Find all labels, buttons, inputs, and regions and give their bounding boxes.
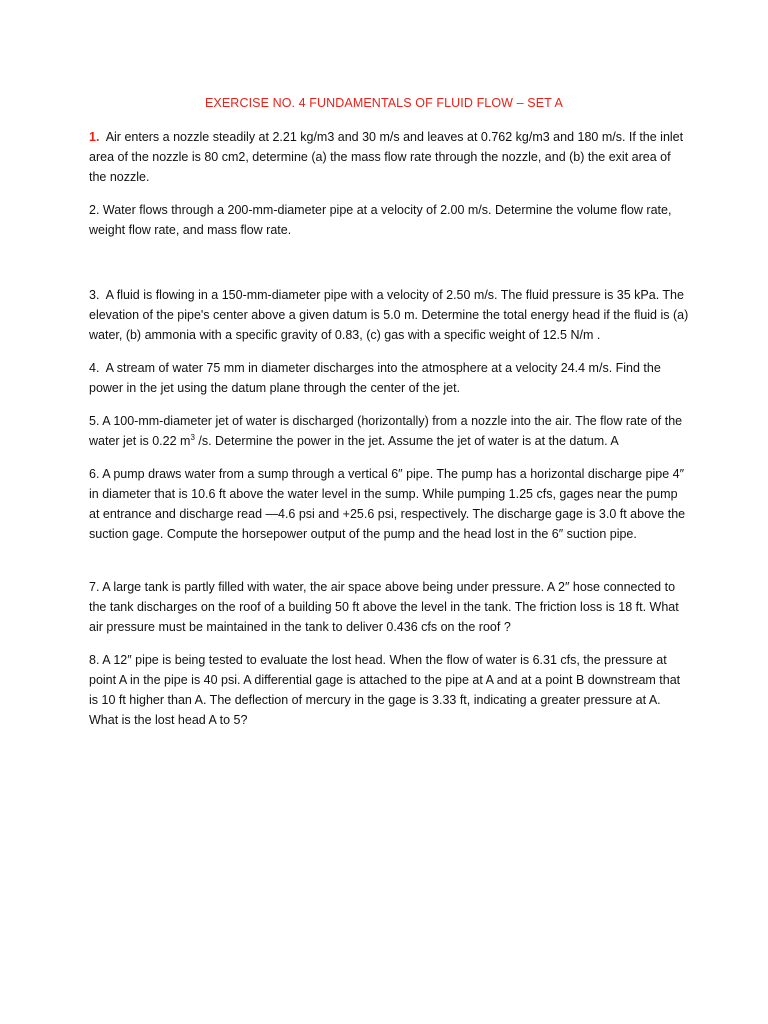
- problem-2: 2. Water flows through a 200-mm-diameter pipe at a velocity of 2.00 m/s. Determine the volume flow rate, weight flow rate, and mass flow rate.: [89, 203, 672, 237]
- problem-5-text-start: 5. A 100-mm-diameter jet of water is discharged (horizontally) from a nozzle into the air. The flow rate of the water jet is 0.22 m: [89, 414, 683, 448]
- problem-3: 3. A fluid is flowing in a 150-mm-diameter pipe with a velocity of 2.50 m/s. The fluid pressure is 35 kPa. The elevation of the pipe's center above a given datum is 5.0 m. Determine the total energy head if the fluid is (a) water, (b) ammonia with a specific gravity of 0.83, (c) gas with a specific weight of 12.5 N/m .: [89, 288, 689, 342]
- problem-7: 7. A large tank is partly filled with water, the air space above being under pressure. A 2″ hose connected to the tank discharges on the roof of a building 50 ft above the level in the tank. The friction loss is 18 ft. What air pressure must be maintained in the tank to deliver 0.436 cfs on the roof ?: [89, 580, 679, 634]
- problem-4: 4. A stream of water 75 mm in diameter discharges into the atmosphere at a velocity 24.4 m/s. Find the power in the jet using the datum plane through the center of the jet.: [89, 361, 661, 395]
- problem-5: [89, 411, 689, 451]
- problem-1-text: Air enters a nozzle steadily at 2.21 kg/m3 and 30 m/s and leaves at 0.762 kg/m3 and 180 m/s. If the inlet area of the nozzle is 80 cm2, determine (a) the mass flow rate through the nozzle, and (b) the exit area of the nozzle.: [89, 130, 684, 184]
- document-title: EXERCISE NO. 4 FUNDAMENTALS OF FLUID FLOW – SET A: [205, 96, 563, 110]
- problem-1-number: 1.: [89, 130, 100, 144]
- problem-5-superscript: 3: [190, 432, 195, 442]
- problem-5-text-end: /s. Determine the power in the jet. Assume the jet of water is at the datum. A: [194, 434, 619, 448]
- problem-1: [89, 127, 689, 187]
- problem-6: 6. A pump draws water from a sump through a vertical 6″ pipe. The pump has a horizontal discharge pipe 4″ in diameter that is 10.6 ft above the water level in the sump. While pumping 1.25 cfs, gages near the pump at entrance and discharge read —4.6 psi and +25.6 psi, respectively. The discharge gage is 3.0 ft above the suction gage. Compute the horsepower output of the pump and the head lost in the 6″ suction pipe.: [89, 467, 686, 541]
- problem-8: 8. A 12″ pipe is being tested to evaluate the lost head. When the flow of water is 6.31 cfs, the pressure at point A in the pipe is 40 psi. A differential gage is attached to the pipe at A and at a point B downstream that is 10 ft higher than A. The deflection of mercury in the gage is 3.33 ft, indicating a greater pressure at A. What is the lost head A to 5?: [89, 653, 681, 727]
